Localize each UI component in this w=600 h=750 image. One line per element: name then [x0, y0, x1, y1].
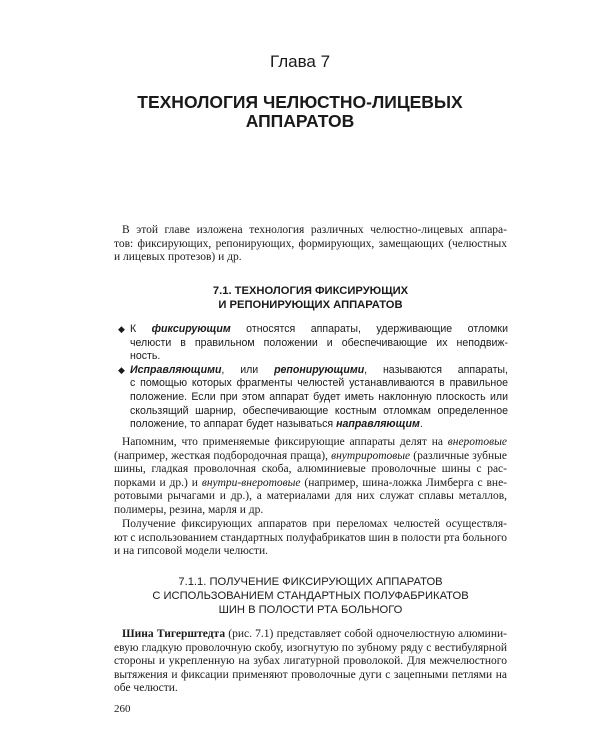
- section-heading-7-1: [114, 284, 507, 312]
- text-line: порками и др.) и внутри-внеротовые (например, шина-ложка Лимберга с вне-: [114, 476, 508, 489]
- term-reponing: репонирующими: [274, 363, 365, 376]
- bullet-item: [118, 323, 508, 364]
- text-line: ность.: [130, 350, 161, 363]
- intro-paragraph: [114, 224, 507, 265]
- text-line: стороны и укрепленную на зубах лигатурной проволокой. Для межчелюстного: [114, 655, 507, 668]
- bullet-list: [118, 323, 508, 432]
- text-line: ют с использованием стандартных полуфабрикатов шин в полости рта больного: [114, 531, 507, 544]
- text-line: полимеры, резина, марля и др.: [114, 503, 264, 516]
- text-line: Получение фиксирующих аппаратов при переломах челюстей осуществля-: [122, 518, 507, 530]
- text-line: обе челюсти.: [114, 682, 178, 695]
- text-line: положение. Если при этом аппарат будет иметь наклонную плоскость или: [130, 390, 508, 403]
- heading-line: ШИН В ПОЛОСТИ РТА БОЛЬНОГО: [218, 603, 403, 616]
- chapter-title-line: ТЕХНОЛОГИЯ ЧЕЛЮСТНО-ЛИЦЕВЫХ: [137, 92, 463, 112]
- page-number: 260: [114, 703, 131, 715]
- chapter-label: Глава 7: [269, 52, 331, 71]
- text-line: тов: фиксирующих, репонирующих, формирующих, замещающих (челюстных: [114, 237, 507, 250]
- diamond-bullet-icon: ◆: [118, 364, 125, 375]
- heading-line: 7.1.1. ПОЛУЧЕНИЕ ФИКСИРУЮЩИХ АППАРАТОВ: [178, 576, 443, 588]
- text-line: челюсти в правильном положении и обеспечивающие их неподвиж-: [130, 336, 508, 349]
- text-line: Напомним, что применяемые фиксирующие аппараты делят на внеротовые: [122, 436, 507, 448]
- text-line: и лицевых протезов) и др.: [114, 251, 242, 264]
- term-correcting: Исправляющими: [130, 363, 222, 376]
- text-line: ротовыми рычагами и др.), а материалами для них служат сплавы металлов,: [114, 490, 507, 503]
- chapter-title: [0, 93, 600, 131]
- text-line: К фиксирующим относятся аппараты, удерживающие отломки: [130, 323, 508, 335]
- text-line: евую гладкую проволочную скобу, изогнутую по зубному ряду с вестибулярной: [114, 641, 507, 654]
- text-line: и на гипсовой модели челюсти.: [114, 545, 268, 558]
- term-directing: направляющим: [336, 418, 420, 431]
- heading-line: И РЕПОНИРУЮЩИХ АППАРАТОВ: [218, 299, 403, 311]
- diamond-bullet-icon: ◆: [118, 324, 125, 334]
- paragraph-tigerstedt: [114, 628, 507, 696]
- bullet-item: [118, 364, 508, 432]
- heading-line: 7.1. ТЕХНОЛОГИЯ ФИКСИРУЮЩИХ: [212, 285, 409, 297]
- term-fixing: фиксирующим: [151, 323, 231, 335]
- text-line: Исправляющими, или репонирующими, называются аппараты,: [130, 363, 508, 376]
- chapter-title-line: АППАРАТОВ: [245, 111, 355, 131]
- paragraph-splints: [114, 518, 507, 559]
- text-line: (например, жесткая подбородочная праща), внутриротовые (различные зубные: [114, 449, 507, 462]
- text-line: шины, гладкая проволочная скоба, алюминиевые проволочные шины с рас-: [114, 463, 507, 476]
- text-line: В этой главе изложена технология различных челюстно-лицевых аппара-: [122, 224, 507, 236]
- paragraph-fixing-devices: [114, 436, 507, 518]
- heading-line: С ИСПОЛЬЗОВАНИЕМ СТАНДАРТНЫХ ПОЛУФАБРИКАТОВ: [152, 589, 469, 602]
- text-line: Шина Тигерштедта (рис. 7.1) представляет собой одночелюстную алюмини-: [122, 628, 507, 640]
- text-line: вытяжения и фиксации применяют проволочные дуги с зацепными петлями на: [114, 668, 507, 681]
- term-tigerstedt-splint: Шина Тигерштедта: [122, 628, 226, 640]
- text-line: с помощью которых фрагменты челюстей устанавливаются в правильное: [130, 377, 508, 390]
- section-heading-7-1-1: [114, 576, 507, 617]
- text-line: положение, то аппарат будет называться направляющим.: [130, 418, 423, 431]
- text-line: скользящий шарнир, обеспечивающие костным отломкам определенное: [130, 404, 508, 417]
